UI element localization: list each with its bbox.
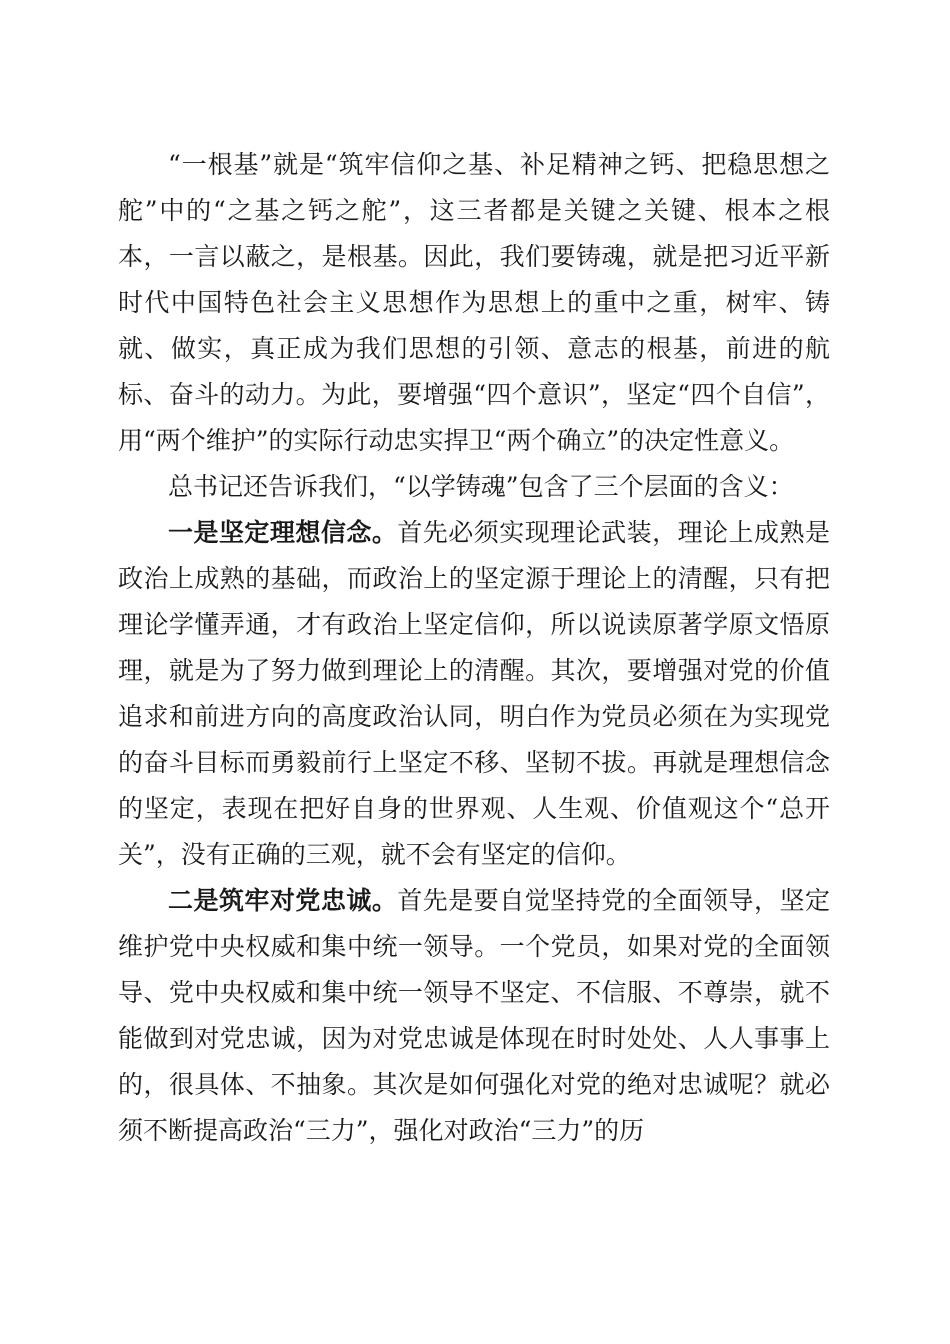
- paragraph-three-levels-intro: [118, 464, 830, 510]
- paragraph-root-foundation: [118, 142, 830, 464]
- document-body: [118, 142, 830, 1154]
- paragraph-text: 首先是要自觉坚持党的全面领导，坚定维护党中央权威和集中统一领导。一个党员，如果对党的全面领导、党中央权威和集中统一领导不坚定、不信服、不尊崇，就不能做到对党忠诚，因为对党忠诚是体现在时时处处、人人事事上的，很具体、不抽象。其次是如何强化对党的绝对忠诚呢？就必须不断提高政治“三力”，强化对政治“三力”的历: [118, 886, 830, 1145]
- paragraph-text: “一根基”就是“筑牢信仰之基、补足精神之钙、把稳思想之舵”中的“之基之钙之舵”，这三者都是关键之关键、根本之根本，一言以蔽之，是根基。因此，我们要铸魂，就是把习近平新时代中国特色社会主义思想作为思想上的重中之重，树牢、铸就、做实，真正成为我们思想的引领、意志的根基，前进的航标、奋斗的动力。为此，要增强“四个意识”，坚定“四个自信”，用“两个维护”的实际行动忠实捍卫“两个确立”的决定性意义。: [118, 150, 830, 455]
- paragraph-loyalty-to-party: [118, 878, 830, 1154]
- paragraph-ideals-beliefs: [118, 510, 830, 878]
- paragraph-lead-heading: 二是筑牢对党忠诚。: [168, 886, 398, 915]
- paragraph-lead-heading: 一是坚定理想信念。: [168, 518, 398, 547]
- paragraph-text: 总书记还告诉我们，“以学铸魂”包含了三个层面的含义：: [168, 472, 794, 501]
- paragraph-text: 首先必须实现理论武装，理论上成熟是政治上成熟的基础，而政治上的坚定源于理论上的清醒，只有把理论学懂弄通，才有政治上坚定信仰，所以说读原著学原文悟原理，就是为了努力做到理论上的清醒。其次，要增强对党的价值追求和前进方向的高度政治认同，明白作为党员必须在为实现党的奋斗目标而勇毅前行上坚定不移、坚韧不拔。再就是理想信念的坚定，表现在把好自身的世界观、人生观、价值观这个“总开关”，没有正确的三观，就不会有坚定的信仰。: [118, 518, 830, 869]
